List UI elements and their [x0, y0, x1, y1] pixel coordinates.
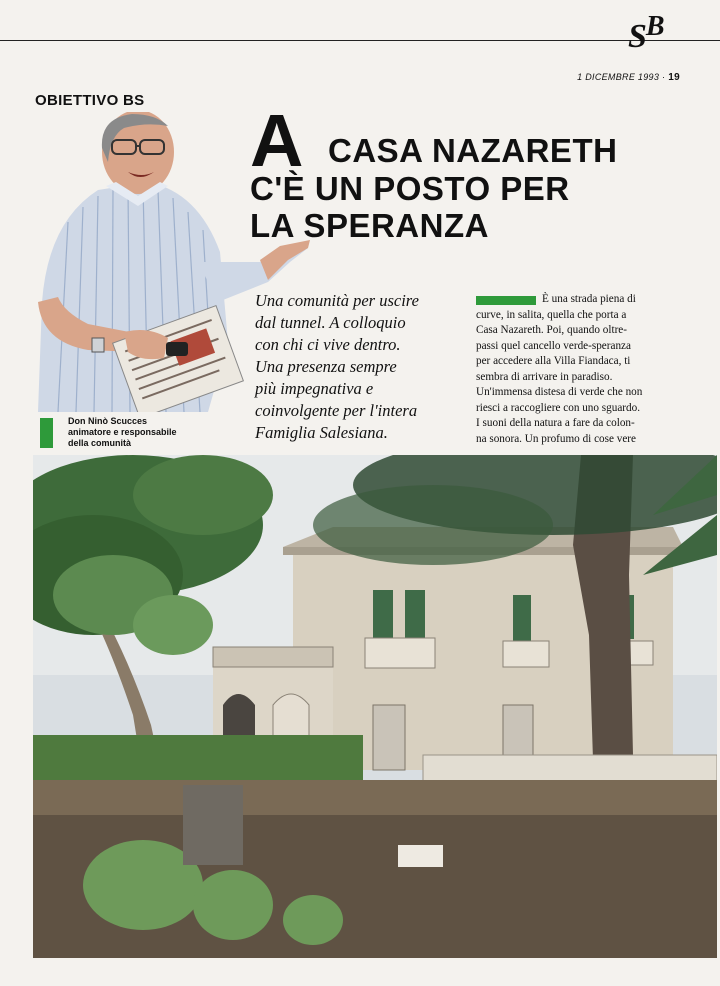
body-text: [476, 292, 686, 447]
body-line: per accedere alla Villa Fiandaca, ti: [476, 355, 631, 367]
body-line: na sonora. Un profumo di cose vere: [476, 432, 636, 445]
issue-date: 1 DICEMBRE 1993 ·: [577, 72, 666, 82]
body-line: È una strada piena di: [542, 293, 636, 305]
issue-info: [577, 72, 680, 83]
body-line: Un'immensa distesa di verde che non: [476, 386, 643, 398]
headline-line-2: C'È UN POSTO PER: [250, 170, 570, 207]
page-number: 19: [668, 72, 680, 83]
body-line: curve, in salita, quella che porta a: [476, 308, 627, 321]
lede-line: dal tunnel. A colloquio: [255, 313, 406, 332]
lede-line: con chi ci vive dentro.: [255, 335, 401, 354]
headline-dropcap: A: [250, 99, 302, 182]
caption-line: animatore e responsabile: [68, 427, 177, 437]
body-line: passi quel cancello verde-speranza: [476, 339, 631, 352]
lede-line: più impegnativa e: [255, 379, 374, 398]
lede-line: Una presenza sempre: [255, 357, 397, 376]
headline-line-3: LA SPERANZA: [250, 207, 489, 244]
body-line: Casa Nazareth. Poi, quando oltre-: [476, 324, 627, 336]
lede-line: Una comunità per uscire: [255, 291, 419, 310]
caption-marker: [40, 418, 53, 448]
header-rule: [0, 40, 720, 41]
villa-photo: [33, 455, 717, 958]
caption-line: della comunità: [68, 438, 132, 448]
logo-letter-s: S: [628, 18, 646, 55]
section-title: OBIETTIVO BS: [35, 92, 145, 109]
lede-paragraph: [255, 290, 465, 444]
caption-line: Don Ninò Scucces: [68, 416, 148, 426]
photo-caption: [68, 416, 238, 449]
headline-line-1: CASA NAZARETH: [328, 132, 618, 169]
lede-line: Famiglia Salesiana.: [255, 423, 388, 442]
logo-letter-b: B: [645, 11, 664, 42]
body-line: riesci a raccogliere con uno sguardo.: [476, 401, 641, 414]
body-line: I suoni della natura a fare da colon-: [476, 417, 635, 429]
body-line: sembra di arrivare in paradiso.: [476, 370, 613, 383]
magazine-logo: [628, 10, 664, 55]
lede-line: coinvolgente per l'intera: [255, 401, 418, 420]
